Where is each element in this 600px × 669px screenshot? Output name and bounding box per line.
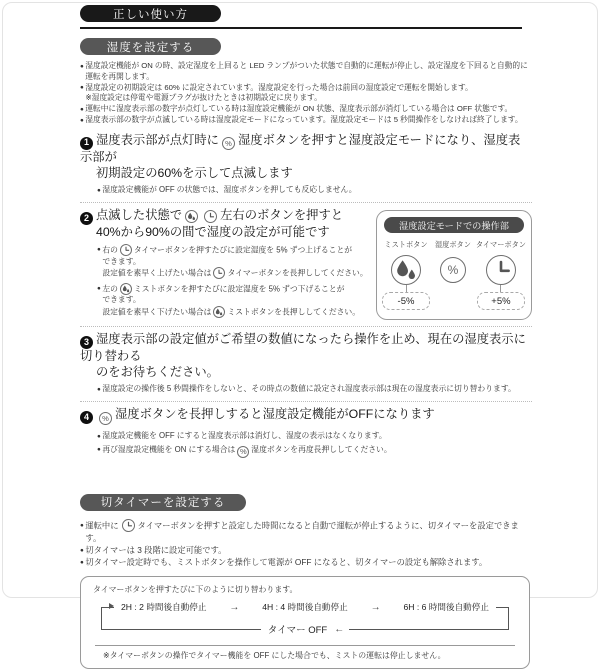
bullet-icon: ●: [80, 558, 84, 566]
mist-button-column: [382, 240, 430, 310]
timer-stage-4h: 4H : 4 時間後自動停止: [262, 602, 348, 613]
timer-button-icon: [120, 244, 132, 256]
step-1: [80, 133, 532, 197]
panel-title: 湿度設定モードでの操作部: [384, 217, 524, 233]
bullet-icon: ●: [97, 187, 101, 195]
list-item: ● 湿度表示部の数字が点滅している時は湿度設定モードになっています。湿度設定モードは 5 秒間操作をしなければ終了します。: [80, 114, 523, 124]
arrow-left-icon: ←: [334, 623, 345, 635]
step-4-number: 4: [80, 411, 93, 424]
title-divider: [80, 27, 522, 29]
dotted-divider: [80, 326, 532, 327]
step-4-note: ● 再び湿度設定機能を ON にする場合は % 湿度ボタンを再度長押ししてください。: [97, 444, 392, 457]
arrow-right-icon: →: [229, 601, 240, 613]
box-divider: [95, 645, 515, 646]
timer-cycle-caption: タイマーボタンを押すたびに下のように切り替わります。: [93, 584, 298, 594]
list-item: ● 湿度設定の初期設定は 60% に設定されています。湿度設定を行った場合は前回の湿度設定で運転を開始します。 ※湿度設定は停電や電源プラグが抜けたときは初期設定に戻ります。: [80, 82, 473, 103]
timer-button-icon: [486, 255, 516, 285]
step-2-heading: 2 点滅した状態で 左右のボタンを押すと: [80, 208, 372, 225]
section-humidity-title: [80, 38, 221, 55]
timer-intro-list: [80, 519, 532, 568]
step-4-heading: 4 % 湿度ボタンを長押しすると湿度設定機能がOFFになります: [80, 407, 532, 425]
step-3-heading-line2: のをお待ちください。: [96, 365, 219, 380]
bullet-icon: ●: [97, 284, 101, 292]
cycle-line: [102, 629, 261, 630]
humidity-button-icon: %: [237, 446, 249, 458]
timer-cycle-box: [80, 576, 530, 669]
page-content: [80, 5, 532, 669]
timer-stage-6h: 6H : 6 時間後自動停止: [403, 602, 489, 613]
humidity-button-icon: %: [222, 137, 235, 150]
step-3-number: 3: [80, 336, 93, 349]
humidity-button-label: 湿度ボタン: [434, 240, 471, 250]
list-item-note: ※湿度設定は停電や電源プラグが抜けたときは初期設定に戻ります。: [85, 93, 322, 103]
bullet-icon: ●: [80, 521, 84, 529]
step-2-row: [80, 208, 532, 320]
list-item: ● 運転中に湿度表示部の数字が点灯している時は湿度設定機能が ON 状態、湿度表示部が消灯している場合は OFF 状態です。: [80, 104, 513, 114]
timer-plus5-badge: +5%: [477, 292, 525, 310]
list-item: ● 切タイマー設定時でも、ミストボタンを操作して電源が OFF になると、切タイマーの設定も解除されます。: [80, 556, 488, 567]
step-2-number: 2: [80, 212, 93, 225]
section-timer-title: [80, 494, 246, 511]
step-1-number: 1: [80, 137, 93, 150]
step-2: [80, 208, 376, 318]
timer-stage-2h: 2H : 2 時間後自動停止: [121, 602, 207, 613]
list-item: ● 運転中に タイマーボタンを押すと設定した時間になると自動で運転が停止するように、切タイマーを設定できます。: [80, 520, 519, 543]
mist-minus5-badge: -5%: [382, 292, 430, 310]
mist-button-icon: [120, 283, 132, 295]
page-title-label: 正しい使い方: [113, 8, 188, 21]
section-timer-title-label: 切タイマーを設定する: [100, 497, 226, 510]
bullet-icon: ●: [80, 62, 84, 70]
mist-button-icon: [185, 210, 198, 223]
timer-off-label: タイマー OFF: [267, 625, 328, 637]
mist-button-label: ミストボタン: [384, 240, 428, 250]
mist-button-icon: [391, 255, 421, 285]
bullet-icon: ●: [80, 84, 84, 92]
step-3-note: ● 湿度設定の操作後 5 秒間操作をしないと、その時点の数値に設定され湿度表示部は現在の湿度表示に切り替わります。: [97, 384, 516, 394]
humidity-button-icon: %: [99, 412, 112, 425]
dotted-divider: [80, 202, 532, 203]
bullet-icon: ●: [97, 446, 101, 454]
step-4-note: ● 湿度設定機能を OFF にすると湿度表示部は消灯し、湿度の表示はなくなります。: [97, 430, 387, 440]
dotted-divider: [80, 401, 532, 402]
timer-box-note: ※タイマーボタンの操作でタイマー機能を OFF にした場合でも、ミストの運転は停止しません。: [103, 650, 446, 660]
bullet-icon: ●: [97, 432, 101, 440]
humidity-button-icon: %: [440, 257, 466, 283]
step-3: [80, 332, 532, 395]
timer-button-icon: [204, 210, 217, 223]
step-1-heading-line2: 初期設定の60%を示して点滅します: [96, 166, 293, 181]
bullet-icon: ●: [97, 385, 101, 393]
timer-cycle-diagram: [101, 601, 509, 639]
timer-button-label: タイマーボタン: [475, 240, 526, 250]
step-1-heading: 1 湿度表示部が点灯時に % 湿度ボタンを押すと湿度設定モードになり、湿度表示部が: [80, 132, 521, 165]
connector-line: [406, 285, 407, 292]
section-humidity-title-label: 湿度を設定する: [106, 41, 195, 54]
list-item: ● 湿度設定機能が ON の時、設定湿度を上回ると LED ランプがついた状態で自動的に運転が停止し、設定湿度を下回ると自動的に運転を再開します。: [80, 61, 528, 81]
step-2-heading-line2: 40%から90%の間で湿度の設定が可能です: [96, 225, 330, 240]
timer-button-column: [476, 240, 526, 310]
humidity-button-column: [430, 240, 476, 310]
step-2-bullet-up: ● 右の タイマーボタンを押すたびに設定湿度を 5% ずつ上げることが できます。 設定値を素早く上げたい場合は タイマーボタンを長押ししてください。: [97, 245, 368, 278]
arrow-right-icon: →: [370, 601, 381, 613]
step-2-bullet-down: ● 左の ミストボタンを押すたびに設定湿度を 5% ずつ下げることが できます。 設定値を素早く下げたい場合は ミストボタンを長押ししてください。: [97, 284, 361, 317]
step-1-note: ● 湿度設定機能が OFF の状態では、湿度ボタンを押しても反応しません。: [97, 185, 357, 195]
humidity-intro-list: [80, 61, 532, 126]
humidity-mode-panel: [376, 210, 532, 320]
bullet-icon: ●: [80, 546, 84, 554]
bullet-icon: ●: [80, 116, 84, 124]
connector-line: [500, 285, 501, 292]
timer-button-icon: [122, 519, 135, 532]
page-title: [80, 5, 221, 22]
bullet-icon: ●: [97, 245, 101, 253]
step-3-heading: 3 湿度表示部の設定値がご希望の数値になったら操作を止め、現在の湿度表示に切り替わる: [80, 332, 526, 364]
cycle-line: [349, 629, 508, 630]
list-item: ● 切タイマーは 3 段階に設定可能です。: [80, 544, 227, 555]
timer-button-icon: [213, 267, 225, 279]
step-4: [80, 407, 532, 458]
bullet-icon: ●: [80, 105, 84, 113]
mist-button-icon: [213, 306, 225, 318]
